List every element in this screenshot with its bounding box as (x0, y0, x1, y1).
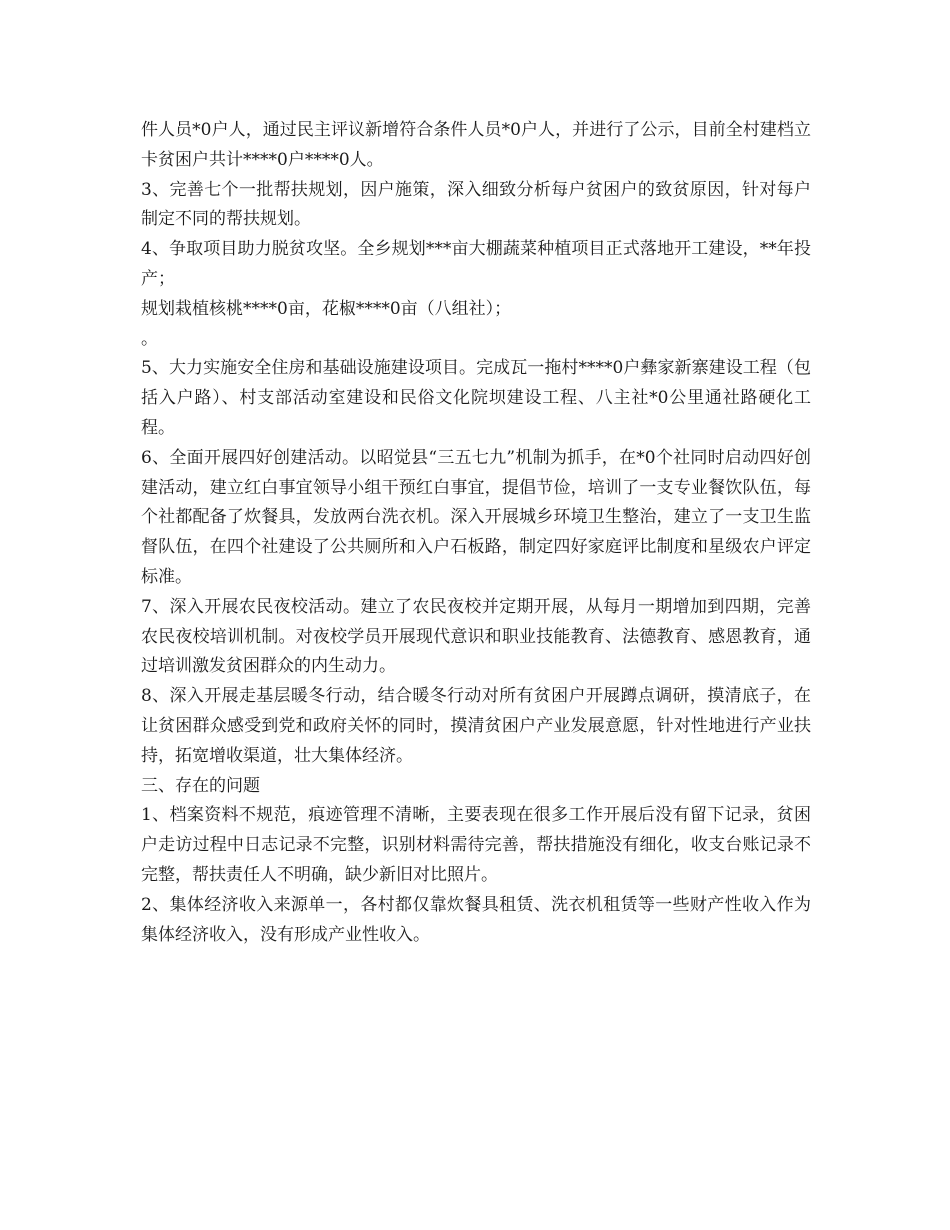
paragraph-11: 1、档案资料不规范，痕迹管理不清晰，主要表现在很多工作开展后没有留下记录，贫困户走访过程中日志记录不完整，识别材料需待完善，帮扶措施没有细化，收支台账记录不完整，帮扶责任人不明确，缺少新旧对比照片。 (141, 805, 811, 885)
paragraph-4: 规划栽植核桃****0亩，花椒****0亩（八组社）； (141, 298, 512, 319)
paragraph-6: 5、大力实施安全住房和基础设施建设项目。完成瓦一拖村****0户彝家新寨建设工程（包括入户路）、村支部活动室建设和民俗文化院坝建设工程、八主社*0公里通社路硬化工程。 (141, 358, 811, 438)
document-body (141, 116, 811, 950)
paragraph-12: 2、集体经济收入来源单一，各村都仅靠炊餐具租赁、洗衣机租赁等一些财产性收入作为集体经济收入，没有形成产业性收入。 (141, 894, 811, 945)
paragraph-9: 8、深入开展走基层暖冬行动，结合暖冬行动对所有贫困户开展蹲点调研，摸清底子，在让贫困群众感受到党和政府关怀的同时，摸清贫困户产业发展意愿，针对性地进行产业扶持，拓宽增收渠道，壮大集体经济。 (141, 686, 811, 766)
paragraph-1: 件人员*0户人，通过民主评议新增符合条件人员*0户人，并进行了公示，目前全村建档立卡贫困户共计****0户****0人。 (141, 120, 811, 170)
section-heading: 三、存在的问题 (141, 775, 260, 796)
paragraph-5: 。 (141, 328, 158, 349)
paragraph-2: 3、完善七个一批帮扶规划，因户施策，深入细致分析每户贫困户的致贫原因，针对每户制定不同的帮扶规划。 (141, 179, 811, 230)
paragraph-7: 6、全面开展四好创建活动。以昭觉县“三五七九”机制为抓手，在*0个社同时启动四好创建活动，建立红白事宜领导小组干预红白事宜，提倡节俭，培训了一支专业餐饮队伍，每个社都配备了炊餐具，发放两台洗衣机。深入开展城乡环境卫生整治，建立了一支卫生监督队伍，在四个社建设了公共厕所和入户石板路，制定四好家庭评比制度和星级农户评定标准。 (141, 447, 811, 587)
paragraph-3: 4、争取项目助力脱贫攻坚。全乡规划***亩大棚蔬菜种植项目正式落地开工建设，**年投产； (141, 239, 811, 289)
paragraph-8: 7、深入开展农民夜校活动。建立了农民夜校并定期开展，从每月一期增加到四期，完善农民夜校培训机制。对夜校学员开展现代意识和职业技能教育、法德教育、感恩教育，通过培训激发贫困群众的内生动力。 (141, 596, 811, 677)
